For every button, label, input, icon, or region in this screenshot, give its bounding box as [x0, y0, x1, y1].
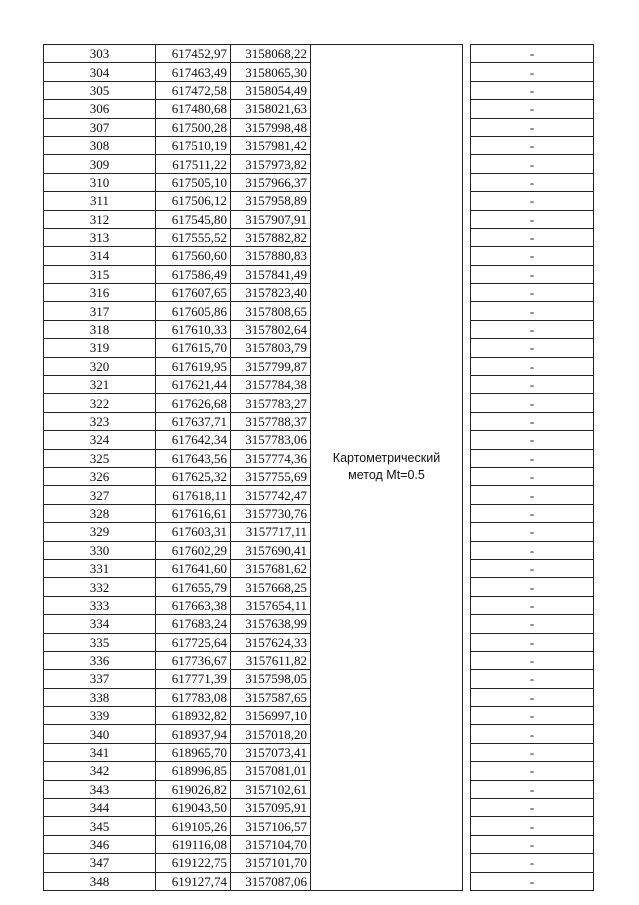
accuracy-note-cell: -: [471, 320, 594, 338]
point-number-cell: 323: [44, 412, 156, 430]
x-coordinate-cell: 617452,97: [156, 45, 231, 63]
accuracy-note-cell: -: [471, 284, 594, 302]
accuracy-note-cell: -: [471, 633, 594, 651]
accuracy-note-cell: -: [471, 81, 594, 99]
x-coordinate-cell: 617642,34: [156, 431, 231, 449]
point-number-cell: 325: [44, 449, 156, 467]
x-coordinate-cell: 618965,70: [156, 743, 231, 761]
y-coordinate-cell: 3158068,22: [231, 45, 311, 63]
x-coordinate-cell: 619105,26: [156, 817, 231, 835]
x-coordinate-cell: 617463,49: [156, 63, 231, 81]
x-coordinate-cell: 617510,19: [156, 136, 231, 154]
y-coordinate-cell: 3157742,47: [231, 486, 311, 504]
y-coordinate-cell: 3158054,49: [231, 81, 311, 99]
point-number-cell: 313: [44, 228, 156, 246]
y-coordinate-cell: 3157101,70: [231, 854, 311, 872]
accuracy-note-cell: -: [471, 743, 594, 761]
point-number-cell: 320: [44, 357, 156, 375]
accuracy-note-cell: -: [471, 651, 594, 669]
y-coordinate-cell: 3157102,61: [231, 780, 311, 798]
accuracy-note-cell: -: [471, 155, 594, 173]
point-number-cell: 334: [44, 615, 156, 633]
point-number-cell: 338: [44, 688, 156, 706]
point-number-cell: 314: [44, 247, 156, 265]
point-number-cell: 312: [44, 210, 156, 228]
accuracy-note-cell: -: [471, 265, 594, 283]
accuracy-note-cell: -: [471, 725, 594, 743]
point-number-cell: 328: [44, 504, 156, 522]
x-coordinate-cell: 617603,31: [156, 523, 231, 541]
accuracy-note-cell: -: [471, 45, 594, 63]
point-number-cell: 327: [44, 486, 156, 504]
x-coordinate-cell: 618937,94: [156, 725, 231, 743]
y-coordinate-cell: 3157823,40: [231, 284, 311, 302]
point-number-cell: 331: [44, 559, 156, 577]
y-coordinate-cell: 3157598,05: [231, 670, 311, 688]
spacer-cell: [463, 45, 471, 891]
accuracy-note-cell: -: [471, 762, 594, 780]
point-number-cell: 333: [44, 596, 156, 614]
y-coordinate-cell: 3158021,63: [231, 100, 311, 118]
point-number-cell: 310: [44, 173, 156, 191]
x-coordinate-cell: 617626,68: [156, 394, 231, 412]
x-coordinate-cell: 619122,75: [156, 854, 231, 872]
y-coordinate-cell: 3157774,36: [231, 449, 311, 467]
accuracy-note-cell: -: [471, 799, 594, 817]
y-coordinate-cell: 3157755,69: [231, 467, 311, 485]
y-coordinate-cell: 3157841,49: [231, 265, 311, 283]
x-coordinate-cell: 617616,61: [156, 504, 231, 522]
x-coordinate-cell: 617663,38: [156, 596, 231, 614]
point-number-cell: 319: [44, 339, 156, 357]
accuracy-note-cell: -: [471, 63, 594, 81]
y-coordinate-cell: 3157095,91: [231, 799, 311, 817]
x-coordinate-cell: 617555,52: [156, 228, 231, 246]
coordinates-table-body: [44, 45, 594, 891]
accuracy-note-cell: -: [471, 854, 594, 872]
accuracy-note-cell: -: [471, 467, 594, 485]
accuracy-note-cell: -: [471, 817, 594, 835]
point-number-cell: 315: [44, 265, 156, 283]
accuracy-note-cell: -: [471, 872, 594, 890]
accuracy-note-cell: -: [471, 780, 594, 798]
y-coordinate-cell: 3157624,33: [231, 633, 311, 651]
point-number-cell: 321: [44, 376, 156, 394]
accuracy-note-cell: -: [471, 247, 594, 265]
y-coordinate-cell: 3157081,01: [231, 762, 311, 780]
x-coordinate-cell: 617586,49: [156, 265, 231, 283]
x-coordinate-cell: 617545,80: [156, 210, 231, 228]
x-coordinate-cell: 617615,70: [156, 339, 231, 357]
point-number-cell: 303: [44, 45, 156, 63]
y-coordinate-cell: 3157788,37: [231, 412, 311, 430]
accuracy-note-cell: -: [471, 118, 594, 136]
y-coordinate-cell: 3157981,42: [231, 136, 311, 154]
y-coordinate-cell: 3157681,62: [231, 559, 311, 577]
x-coordinate-cell: 617511,22: [156, 155, 231, 173]
x-coordinate-cell: 619127,74: [156, 872, 231, 890]
accuracy-note-cell: -: [471, 357, 594, 375]
point-number-cell: 341: [44, 743, 156, 761]
point-number-cell: 309: [44, 155, 156, 173]
method-cell: [311, 45, 463, 891]
y-coordinate-cell: 3157799,87: [231, 357, 311, 375]
accuracy-note-cell: -: [471, 835, 594, 853]
y-coordinate-cell: 3157587,65: [231, 688, 311, 706]
y-coordinate-cell: 3157973,82: [231, 155, 311, 173]
x-coordinate-cell: 617560,60: [156, 247, 231, 265]
x-coordinate-cell: 617605,86: [156, 302, 231, 320]
point-number-cell: 307: [44, 118, 156, 136]
accuracy-note-cell: -: [471, 412, 594, 430]
accuracy-note-cell: -: [471, 136, 594, 154]
accuracy-note-cell: -: [471, 173, 594, 191]
point-number-cell: 330: [44, 541, 156, 559]
accuracy-note-cell: -: [471, 394, 594, 412]
x-coordinate-cell: 617610,33: [156, 320, 231, 338]
point-number-cell: 326: [44, 467, 156, 485]
point-number-cell: 342: [44, 762, 156, 780]
x-coordinate-cell: 619116,08: [156, 835, 231, 853]
y-coordinate-cell: 3157018,20: [231, 725, 311, 743]
accuracy-note-cell: -: [471, 670, 594, 688]
y-coordinate-cell: 3157803,79: [231, 339, 311, 357]
point-number-cell: 348: [44, 872, 156, 890]
point-number-cell: 336: [44, 651, 156, 669]
point-number-cell: 322: [44, 394, 156, 412]
accuracy-note-cell: -: [471, 559, 594, 577]
y-coordinate-cell: 3157106,57: [231, 817, 311, 835]
y-coordinate-cell: 3157730,76: [231, 504, 311, 522]
x-coordinate-cell: 618996,85: [156, 762, 231, 780]
point-number-cell: 316: [44, 284, 156, 302]
y-coordinate-cell: 3157907,91: [231, 210, 311, 228]
y-coordinate-cell: 3157966,37: [231, 173, 311, 191]
y-coordinate-cell: 3157882,82: [231, 228, 311, 246]
x-coordinate-cell: 617500,28: [156, 118, 231, 136]
x-coordinate-cell: 617505,10: [156, 173, 231, 191]
x-coordinate-cell: 617621,44: [156, 376, 231, 394]
point-number-cell: 347: [44, 854, 156, 872]
y-coordinate-cell: 3157998,48: [231, 118, 311, 136]
point-number-cell: 335: [44, 633, 156, 651]
x-coordinate-cell: 618932,82: [156, 707, 231, 725]
x-coordinate-cell: 617619,95: [156, 357, 231, 375]
y-coordinate-cell: 3158065,30: [231, 63, 311, 81]
accuracy-note-cell: -: [471, 449, 594, 467]
x-coordinate-cell: 617641,60: [156, 559, 231, 577]
point-number-cell: 339: [44, 707, 156, 725]
y-coordinate-cell: 3157654,11: [231, 596, 311, 614]
point-number-cell: 329: [44, 523, 156, 541]
point-number-cell: 346: [44, 835, 156, 853]
coordinates-table: [43, 44, 594, 891]
accuracy-note-cell: -: [471, 339, 594, 357]
y-coordinate-cell: 3157808,65: [231, 302, 311, 320]
x-coordinate-cell: 617602,29: [156, 541, 231, 559]
x-coordinate-cell: 617607,65: [156, 284, 231, 302]
point-number-cell: 308: [44, 136, 156, 154]
x-coordinate-cell: 617655,79: [156, 578, 231, 596]
y-coordinate-cell: 3157783,06: [231, 431, 311, 449]
point-number-cell: 324: [44, 431, 156, 449]
point-number-cell: 340: [44, 725, 156, 743]
y-coordinate-cell: 3157958,89: [231, 192, 311, 210]
accuracy-note-cell: -: [471, 228, 594, 246]
x-coordinate-cell: 617783,08: [156, 688, 231, 706]
y-coordinate-cell: 3157611,82: [231, 651, 311, 669]
y-coordinate-cell: 3157073,41: [231, 743, 311, 761]
x-coordinate-cell: 619026,82: [156, 780, 231, 798]
y-coordinate-cell: 3157717,11: [231, 523, 311, 541]
accuracy-note-cell: -: [471, 100, 594, 118]
method-label-line-2: метод Mt=0.5: [348, 468, 425, 483]
accuracy-note-cell: -: [471, 486, 594, 504]
x-coordinate-cell: 617725,64: [156, 633, 231, 651]
y-coordinate-cell: 3157802,64: [231, 320, 311, 338]
y-coordinate-cell: 3157784,38: [231, 376, 311, 394]
x-coordinate-cell: 617771,39: [156, 670, 231, 688]
point-number-cell: 318: [44, 320, 156, 338]
accuracy-note-cell: -: [471, 688, 594, 706]
x-coordinate-cell: 617683,24: [156, 615, 231, 633]
y-coordinate-cell: 3157087,06: [231, 872, 311, 890]
accuracy-note-cell: -: [471, 192, 594, 210]
x-coordinate-cell: 617480,68: [156, 100, 231, 118]
x-coordinate-cell: 617625,32: [156, 467, 231, 485]
y-coordinate-cell: 3156997,10: [231, 707, 311, 725]
y-coordinate-cell: 3157783,27: [231, 394, 311, 412]
accuracy-note-cell: -: [471, 504, 594, 522]
point-number-cell: 345: [44, 817, 156, 835]
accuracy-note-cell: -: [471, 431, 594, 449]
point-number-cell: 305: [44, 81, 156, 99]
accuracy-note-cell: -: [471, 615, 594, 633]
x-coordinate-cell: 619043,50: [156, 799, 231, 817]
y-coordinate-cell: 3157638,99: [231, 615, 311, 633]
x-coordinate-cell: 617643,56: [156, 449, 231, 467]
point-number-cell: 304: [44, 63, 156, 81]
x-coordinate-cell: 617506,12: [156, 192, 231, 210]
accuracy-note-cell: -: [471, 210, 594, 228]
accuracy-note-cell: -: [471, 302, 594, 320]
x-coordinate-cell: 617472,58: [156, 81, 231, 99]
accuracy-note-cell: -: [471, 523, 594, 541]
table-row: [44, 45, 594, 63]
point-number-cell: 343: [44, 780, 156, 798]
point-number-cell: 337: [44, 670, 156, 688]
accuracy-note-cell: -: [471, 578, 594, 596]
y-coordinate-cell: 3157668,25: [231, 578, 311, 596]
accuracy-note-cell: -: [471, 707, 594, 725]
point-number-cell: 311: [44, 192, 156, 210]
point-number-cell: 332: [44, 578, 156, 596]
accuracy-note-cell: -: [471, 596, 594, 614]
point-number-cell: 306: [44, 100, 156, 118]
y-coordinate-cell: 3157880,83: [231, 247, 311, 265]
point-number-cell: 344: [44, 799, 156, 817]
accuracy-note-cell: -: [471, 541, 594, 559]
x-coordinate-cell: 617618,11: [156, 486, 231, 504]
method-label-line-1: Картометрический: [332, 451, 441, 466]
y-coordinate-cell: 3157690,41: [231, 541, 311, 559]
x-coordinate-cell: 617736,67: [156, 651, 231, 669]
y-coordinate-cell: 3157104,70: [231, 835, 311, 853]
point-number-cell: 317: [44, 302, 156, 320]
x-coordinate-cell: 617637,71: [156, 412, 231, 430]
accuracy-note-cell: -: [471, 376, 594, 394]
